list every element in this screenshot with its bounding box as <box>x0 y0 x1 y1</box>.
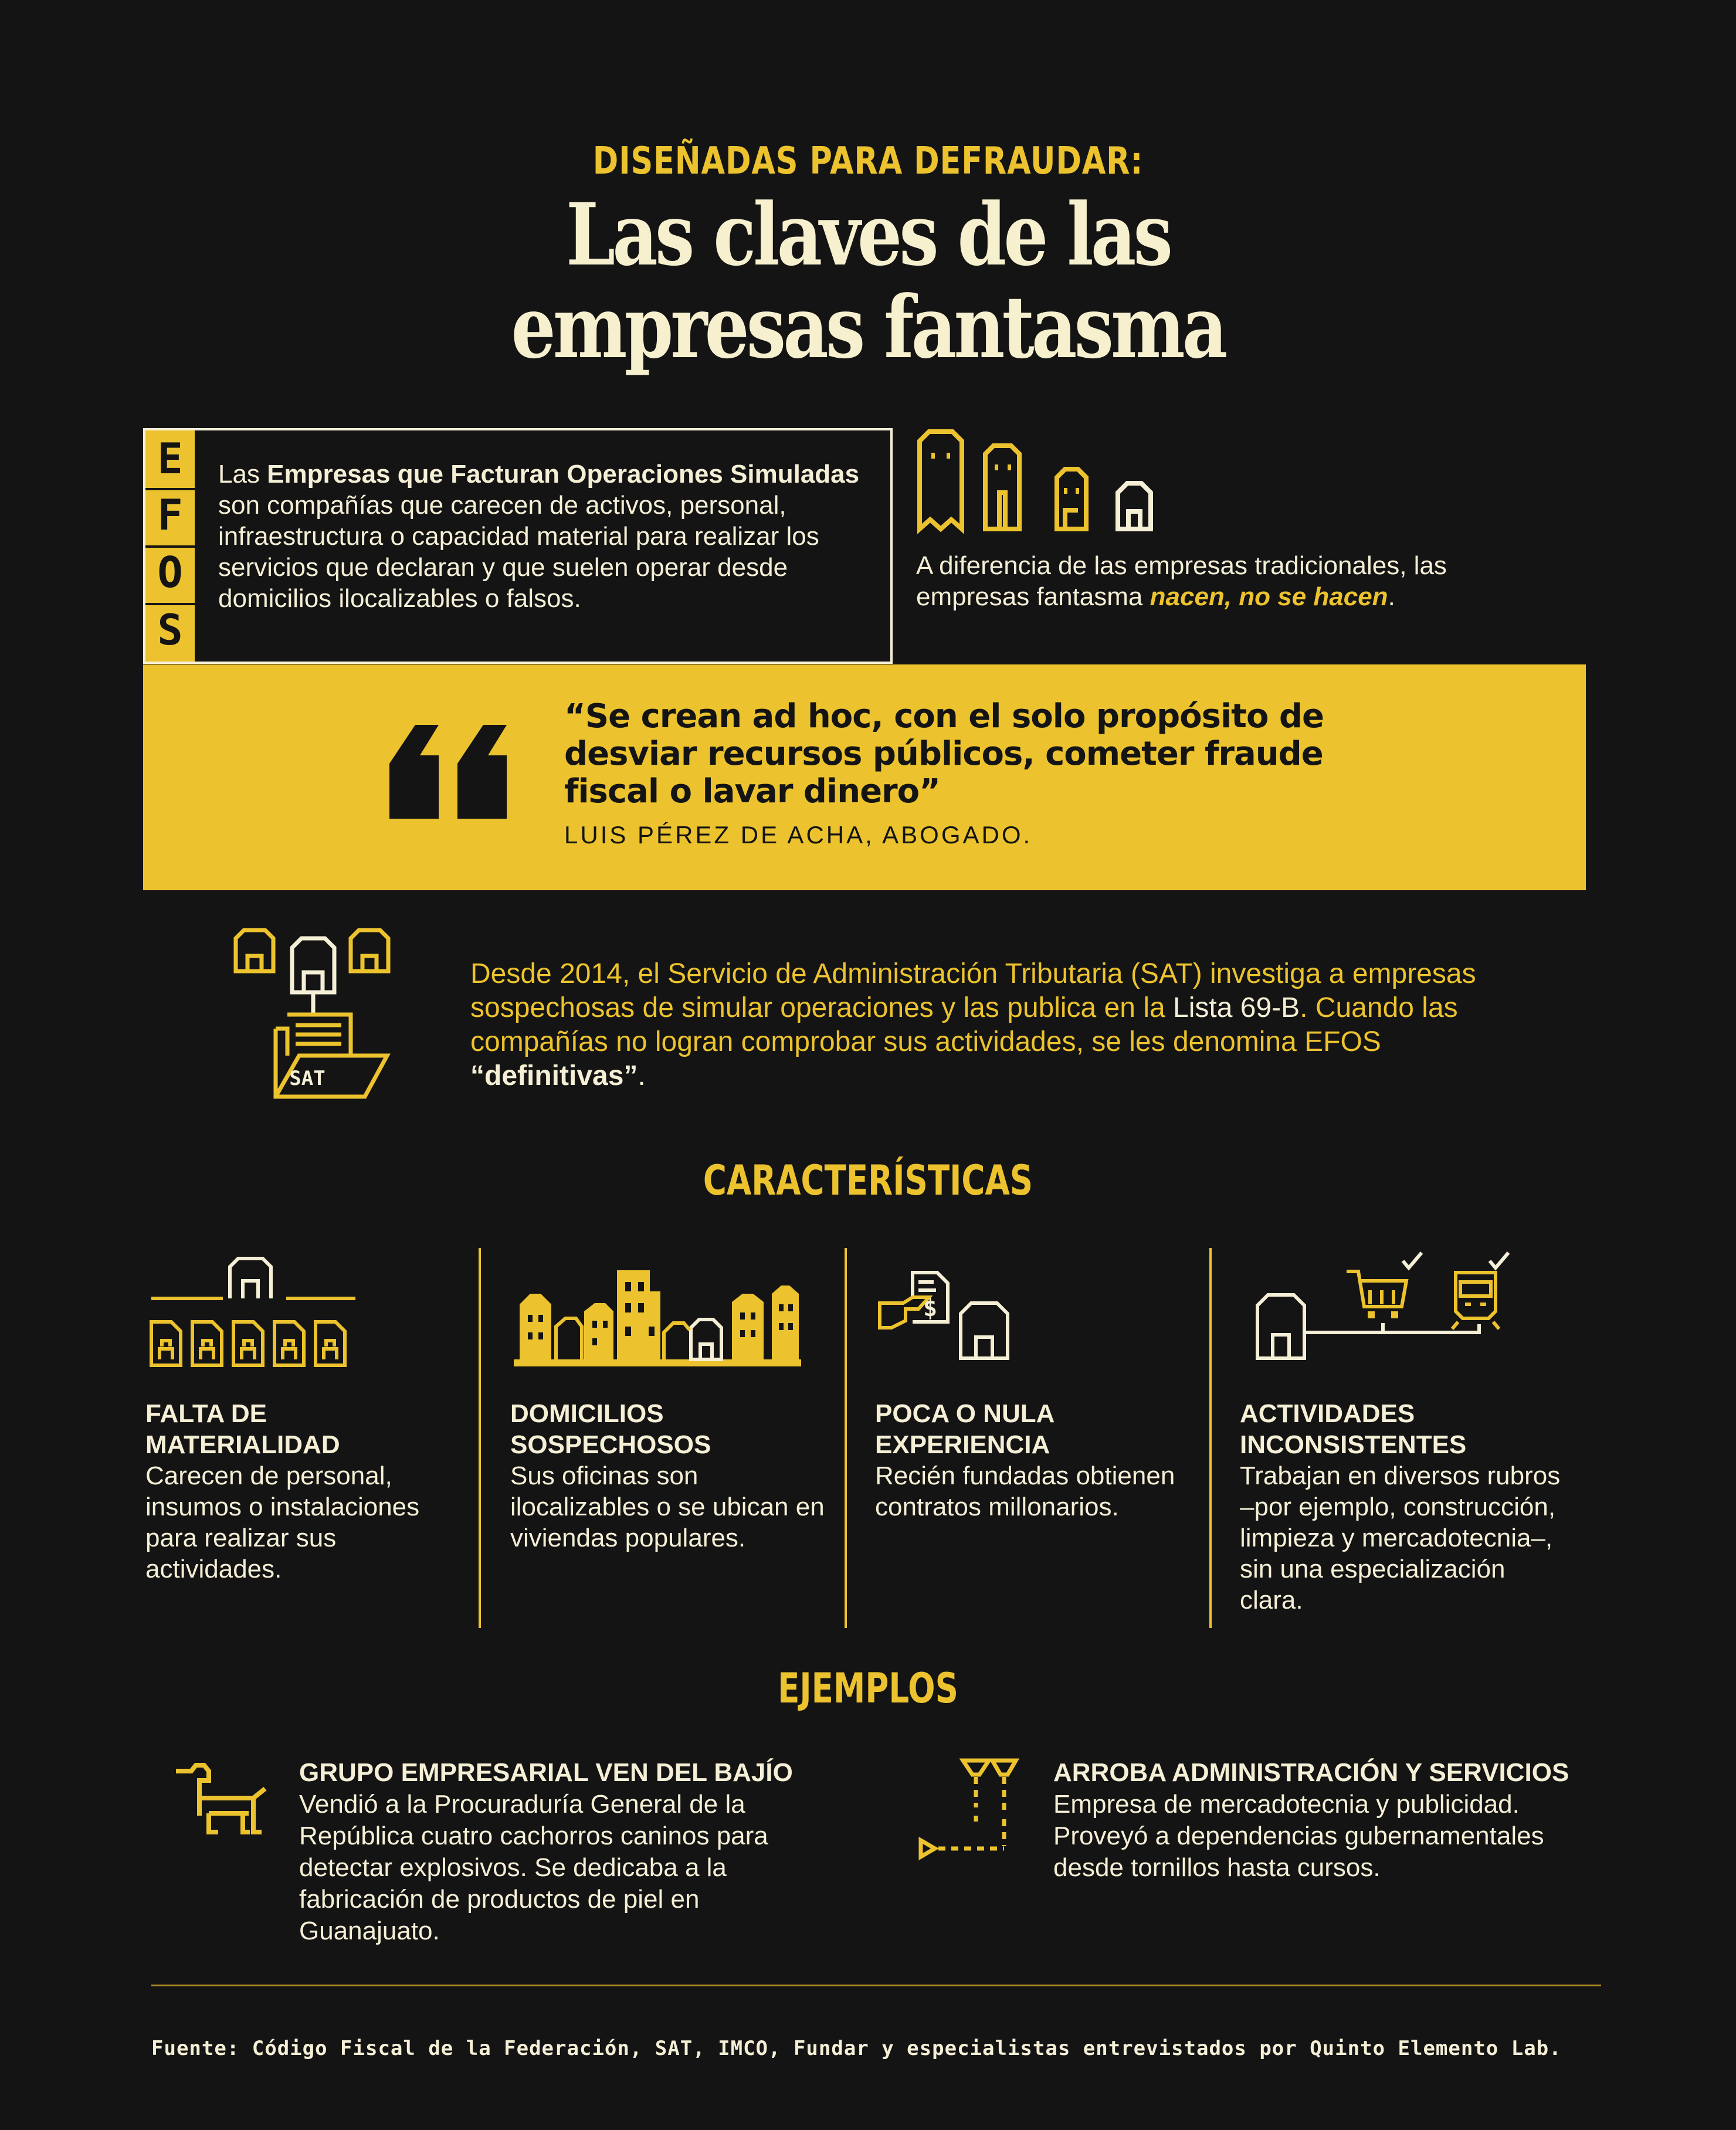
city-skyline-icon <box>514 1262 801 1368</box>
page-title <box>156 185 1579 378</box>
feature-title: ACTIVIDADES INCONSISTENTES <box>1240 1399 1467 1459</box>
dollar-icon: $ <box>923 1295 938 1322</box>
sat-folder-label: SAT <box>289 1067 326 1090</box>
sat-text-definitivas: “definitivas” <box>470 1060 638 1091</box>
example-item-arroba <box>1053 1757 1605 1884</box>
quote-text: “Se crean ad hoc, con el solo propósito de desviar recursos públicos, cometer fraude fiscal o lavar dinero” <box>564 697 1324 810</box>
example-item-bajio <box>299 1757 827 1947</box>
feature-body: Recién fundadas obtienen contratos millonarios. <box>875 1461 1175 1521</box>
quote-mark-icon <box>389 723 510 821</box>
feature-title: FALTA DE MATERIALIDAD <box>145 1399 340 1459</box>
house-files-icon <box>148 1255 359 1370</box>
feature-item-experiencia <box>875 1398 1180 1522</box>
sat-text-1: Desde 2014, el Servicio de Administración Tributaria (SAT) investiga a empresas sospechosas de simular operaciones y las publica en la <box>470 958 1476 1023</box>
example-body: Vendió a la Procuraduría General de la República cuatro cachorros caninos para detectar explosivos. Se dedicaba a la fabricación de productos de piel en Guanajuato. <box>299 1790 768 1945</box>
ghost-caption-post: . <box>1388 582 1395 611</box>
title-line-1: Las claves de las <box>566 185 1170 285</box>
feature-body: Sus oficinas son ilocalizables o se ubican en viviendas populares. <box>510 1461 825 1552</box>
feature-item-actividades <box>1240 1398 1568 1616</box>
ghost-caption-pre: A diferencia de las empresas tradicionales, las empresas fantasma <box>916 551 1447 611</box>
hand-money-house-icon <box>877 1267 1042 1361</box>
feature-body: Trabajan en diversos rubros –por ejemplo, construcción, limpieza y mercadotecnia–, sin una especialización clara. <box>1240 1461 1561 1615</box>
footer-divider <box>151 1985 1601 1986</box>
dog-icon <box>174 1757 267 1839</box>
caracteristicas-title: CARACTERÍSTICAS <box>703 1156 1033 1205</box>
example-body: Empresa de mercadotecnia y publicidad. Proveyó a dependencias gubernamentales desde tornillos hasta cursos. <box>1053 1790 1544 1882</box>
efos-letter-o: O <box>157 548 183 597</box>
efos-letter-e: E <box>157 434 183 483</box>
efos-text-pre: Las <box>218 460 267 489</box>
efos-text-post: son compañías que carecen de activos, personal, infraestructura o capacidad material para realizar los servicios que declaran y que suelen operar desde domicilios ilocalizables o falsos. <box>218 491 819 613</box>
efos-letter-s: S <box>157 605 183 654</box>
ejemplos-title: EJEMPLOS <box>778 1664 958 1712</box>
column-divider <box>845 1248 847 1628</box>
example-title: GRUPO EMPRESARIAL VEN DEL BAJÍO <box>299 1758 793 1787</box>
ghost-caption-emphasis: nacen, no se hacen <box>1150 582 1388 611</box>
feature-title: POCA O NULA EXPERIENCIA <box>875 1399 1054 1459</box>
column-divider <box>1209 1248 1212 1628</box>
source-citation: Fuente: Código Fiscal de la Federación, SAT, IMCO, Fundar y especialistas entrevistados por Quinto Elemento Lab. <box>151 2037 1562 2060</box>
megaphone-drill-icon <box>918 1757 1030 1863</box>
sat-paragraph <box>470 957 1503 1093</box>
quote-author: LUIS PÉREZ DE ACHA, ABOGADO. <box>564 821 1033 849</box>
efos-definition-text <box>218 459 875 614</box>
sat-text-lista: Lista 69-B <box>1173 992 1300 1023</box>
title-line-2: empresas fantasma <box>511 277 1225 378</box>
feature-title: DOMICILIOS SOSPECHOSOS <box>510 1399 711 1459</box>
sat-text-3: . Cuando las compañías no logran comprobar sus actividades, se les denomina EFOS <box>470 992 1458 1057</box>
efos-letter-f: F <box>157 490 183 540</box>
column-divider <box>479 1248 481 1628</box>
sat-houses-folder-icon <box>233 921 409 1104</box>
feature-item-materialidad <box>145 1398 462 1585</box>
feature-item-domicilios <box>510 1398 827 1554</box>
efos-acronym-strip <box>145 430 195 662</box>
ghost-buildings-icon <box>916 428 1174 534</box>
feature-body: Carecen de personal, insumos o instalaciones para realizar sus actividades. <box>145 1461 420 1583</box>
house-cart-train-icon <box>1253 1253 1511 1364</box>
efos-text-bold: Empresas que Facturan Operaciones Simuladas <box>267 460 860 489</box>
kicker-title: DISEÑADAS PARA DEFRAUDAR: <box>592 140 1144 183</box>
example-title: ARROBA ADMINISTRACIÓN Y SERVICIOS <box>1053 1758 1569 1787</box>
sat-text-5: . <box>638 1060 646 1091</box>
ghost-caption <box>916 550 1561 612</box>
